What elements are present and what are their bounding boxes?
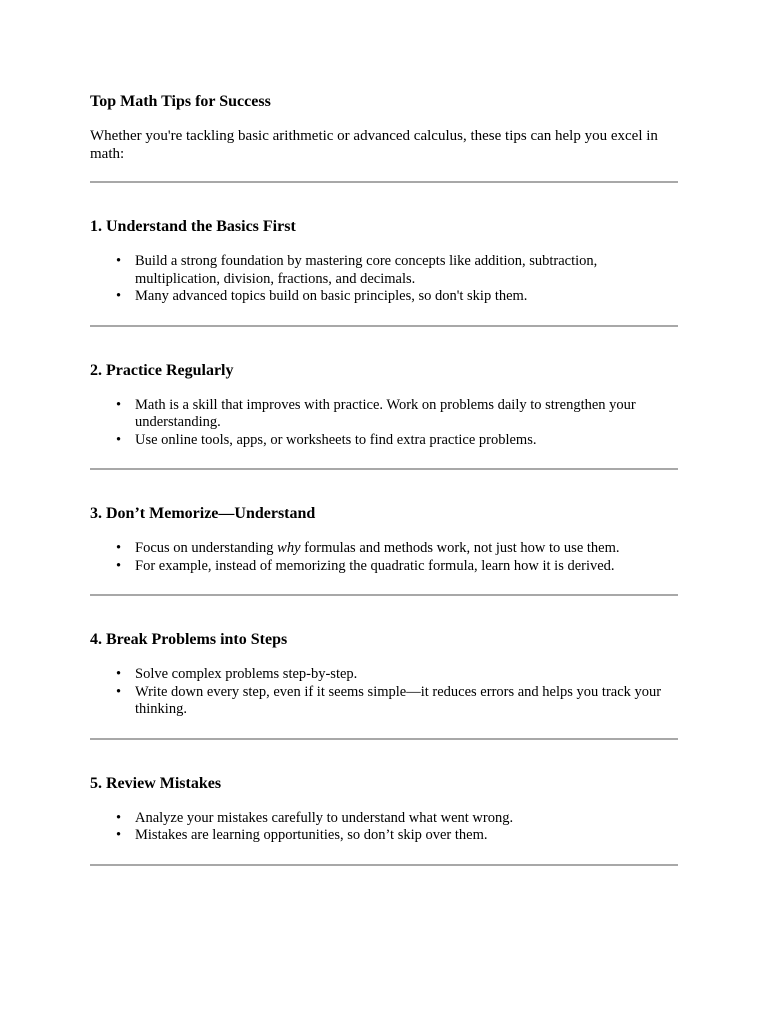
list-item (116, 396, 678, 432)
list-item-text: Math is a skill that improves with practice. Work on problems daily to strengthen your understanding. (135, 396, 636, 430)
list-item-text-after: formulas and methods work, not just how to use them. (300, 540, 620, 556)
section-heading: 3. Don’t Memorize—Understand (90, 505, 316, 522)
section-heading: 5. Review Mistakes (90, 774, 222, 792)
tip-list (90, 253, 678, 306)
list-item (116, 827, 678, 845)
divider (90, 864, 678, 866)
intro-paragraph: Whether you're tackling basic arithmetic or advanced calculus, these tips can help you excel in math: (90, 128, 658, 162)
list-item (116, 683, 678, 719)
list-item (116, 540, 678, 558)
tip-section-5 (90, 740, 678, 864)
list-item (116, 809, 678, 828)
section-heading: 1. Understand the Basics First (90, 218, 296, 235)
list-item (116, 253, 678, 288)
tip-list (90, 540, 678, 575)
bullet-icon: • (116, 557, 122, 574)
bullet-icon: • (116, 827, 122, 843)
tip-section-1 (90, 183, 678, 325)
tip-section-2 (90, 327, 678, 469)
list-item (116, 431, 678, 450)
bullet-icon: • (116, 253, 122, 269)
list-item-text: For example, instead of memorizing the quadratic formula, learn how it is derived. (135, 557, 615, 574)
bullet-icon: • (116, 540, 122, 556)
tip-list (90, 397, 678, 450)
bullet-icon: • (116, 809, 122, 826)
list-item-text: Solve complex problems step-by-step. (135, 666, 358, 682)
tip-section-4 (90, 596, 678, 738)
list-item-text: Mistakes are learning opportunities, so don’t skip over them. (135, 827, 488, 843)
section-heading: 2. Practice Regularly (90, 361, 234, 379)
page-title: Top Math Tips for Success (90, 93, 271, 110)
tip-list (90, 810, 678, 845)
list-item-text: Analyze your mistakes carefully to understand what went wrong. (135, 809, 514, 826)
list-item-text: Use online tools, apps, or worksheets to find extra practice problems. (135, 431, 537, 448)
list-item (116, 557, 678, 576)
tip-section-3 (90, 470, 678, 594)
bullet-icon: • (116, 431, 122, 448)
list-item-text: Write down every step, even if it seems simple—it reduces errors and helps you track your thinking. (135, 683, 662, 717)
document (90, 92, 678, 866)
list-item-text-before: Focus on understanding (135, 540, 278, 556)
bullet-icon: • (116, 666, 122, 682)
tip-list (90, 666, 678, 719)
bullet-icon: • (116, 683, 122, 700)
list-item (116, 288, 678, 306)
bullet-icon: • (116, 396, 122, 413)
list-item (116, 666, 678, 684)
bullet-icon: • (116, 288, 122, 304)
emphasis-text: why (277, 540, 301, 556)
list-item-text: Many advanced topics build on basic principles, so don't skip them. (135, 288, 528, 304)
list-item-text: Build a strong foundation by mastering core concepts like addition, subtraction, multiplication, division, fractions, and decimals. (135, 253, 598, 287)
section-heading: 4. Break Problems into Steps (90, 631, 288, 648)
